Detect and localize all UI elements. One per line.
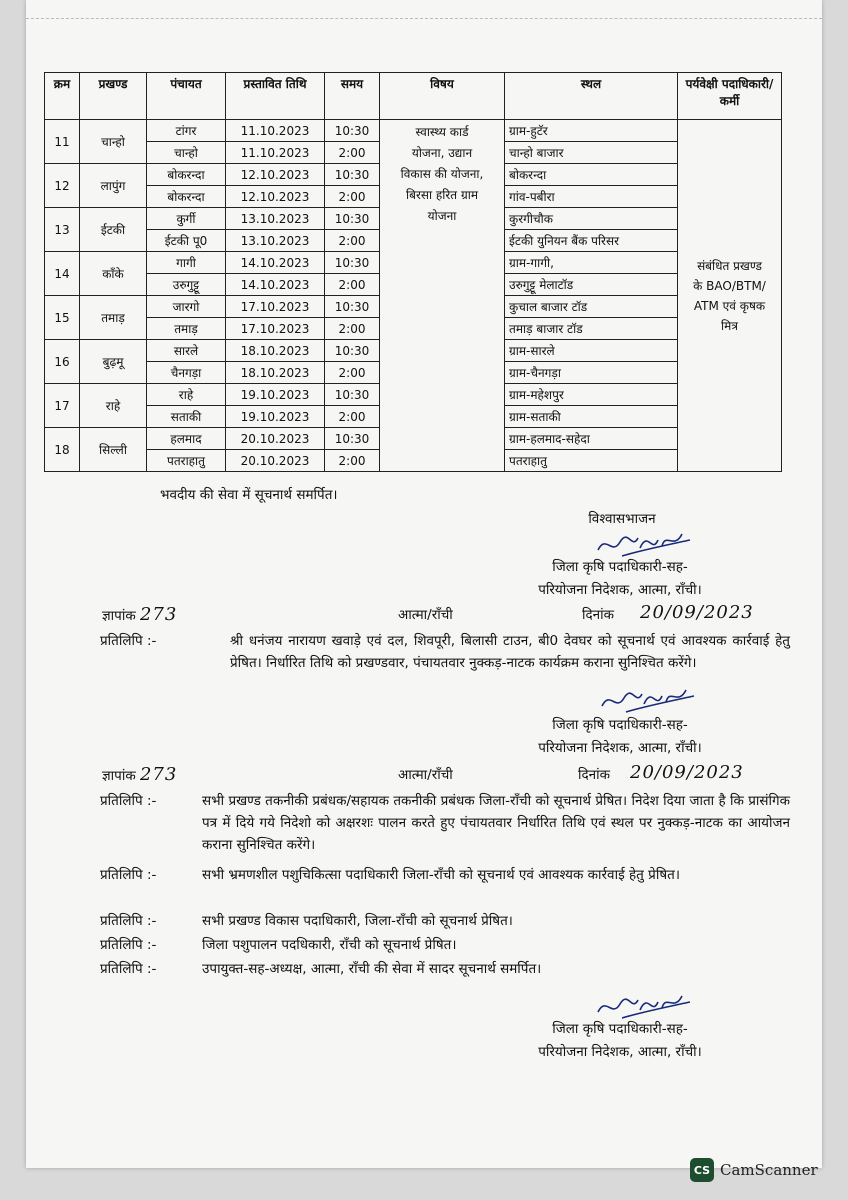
memo-1-office: आत्मा/राँची (398, 607, 453, 623)
cell-block: तमाड़ (80, 296, 147, 340)
copy-4-text: सभी प्रखण्ड विकास पदाधिकारी, जिला-राँची को सूचनार्थ प्रेषित। (202, 913, 513, 929)
cell-panchayat: गागी (147, 252, 226, 274)
copy-1-label: प्रतिलिपि :- (100, 633, 157, 649)
memo-2-number: 273 (139, 764, 178, 785)
cell-serial: 16 (45, 340, 80, 384)
cell-serial: 14 (45, 252, 80, 296)
cell-time: 2:00 (325, 450, 380, 472)
cell-panchayat: हलमाद (147, 428, 226, 450)
cell-date: 20.10.2023 (226, 428, 325, 450)
cell-block: बुढ़मू (80, 340, 147, 384)
topic-line: बिरसा हरित ग्राम (406, 188, 478, 202)
memo-2-label: ज्ञापांक (102, 768, 136, 784)
copy-1-text: श्री धनंजय नारायण खवाड़े एवं दल, शिवपूरी, बिलासी टाउन, बी0 देवघर को सूचनार्थ एवं आवश्यक कार्रवाई हेतु प्रेषित। निर्धारित तिथि को प्रखण्डवार, पंचायतवार नुक्कड़-नाटक कार्यक्रम कराना सुनिश्चित करेंगे। (230, 633, 790, 671)
cell-date: 11.10.2023 (226, 142, 325, 164)
cell-serial: 13 (45, 208, 80, 252)
cell-date: 14.10.2023 (226, 252, 325, 274)
cell-venue: गांव-पबीरा (505, 186, 678, 208)
copy-3 (100, 864, 790, 910)
cell-venue: पतराहातु (505, 450, 678, 472)
copy-3-label: प्रतिलिपि :- (100, 867, 157, 883)
observer-line: के BAO/BTM/ (693, 278, 766, 293)
cell-date: 11.10.2023 (226, 120, 325, 142)
header-venue: स्थल (505, 73, 678, 120)
copy-4-label: प्रतिलिपि :- (100, 913, 157, 929)
cell-date: 17.10.2023 (226, 318, 325, 340)
cell-panchayat: सताकी (147, 406, 226, 428)
memo-1-number: 273 (139, 604, 178, 625)
cell-date: 12.10.2023 (226, 186, 325, 208)
cell-date: 18.10.2023 (226, 362, 325, 384)
observer-line: मित्र (721, 318, 738, 333)
copy-3-text: सभी भ्रमणशील पशुचिकित्सा पदाधिकारी जिला-राँची को सूचनार्थ एवं आवश्यक कार्रवाई हेतु प्रेषित। (202, 867, 680, 883)
signature-2-designation: जिला कृषि पदाधिकारी-सह- (552, 717, 688, 733)
cell-block: राहे (80, 384, 147, 428)
camscanner-logo-icon: CS (690, 1158, 714, 1182)
header-serial: क्रम (45, 73, 80, 120)
topic-line: स्वास्थ्य कार्ड (415, 125, 469, 139)
cell-date: 18.10.2023 (226, 340, 325, 362)
cell-serial: 18 (45, 428, 80, 472)
signature-1-block (500, 556, 740, 602)
header-panchayat: पंचायत (147, 73, 226, 120)
observer-line: संबंधित प्रखण्ड (697, 258, 762, 273)
top-rule (26, 18, 822, 19)
cell-venue: कुचाल बाजार टॉड (505, 296, 678, 318)
cell-time: 10:30 (325, 120, 380, 142)
cell-date: 12.10.2023 (226, 164, 325, 186)
signature-3-designation: जिला कृषि पदाधिकारी-सह- (552, 1021, 688, 1037)
cell-time: 2:00 (325, 362, 380, 384)
cell-venue: ग्राम-सारले (505, 340, 678, 362)
header-date: प्रस्तावित तिथि (226, 73, 325, 120)
cell-block: लापुंग (80, 164, 147, 208)
salutation: विश्वासभाजन (588, 511, 656, 527)
cell-time: 10:30 (325, 296, 380, 318)
topic-line: योजना, उद्यान (411, 146, 473, 160)
cell-panchayat: जारगो (147, 296, 226, 318)
cell-block: काँके (80, 252, 147, 296)
cell-venue: उरुगुट्टू मेलाटॉड (505, 274, 678, 296)
camscanner-text: CamScanner (720, 1161, 818, 1179)
copy-2-text: सभी प्रखण्ड तकनीकी प्रबंधक/सहायक तकनीकी प्रबंधक जिला-राँची को सूचनार्थ प्रेषित। निदेश दिया जाता है कि प्रासंगिक पत्र में दिये गये निदेशो को अक्षरशः पालन करते हुए पंचायतवार निर्धारित तिथि एवं स्थल पर नुक्कड़-नाटक का आयोजन कराना सुनिश्चित करेंगे। (202, 793, 790, 853)
copy-2-label: प्रतिलिपि :- (100, 793, 157, 809)
cell-serial: 15 (45, 296, 80, 340)
cell-panchayat: चैनगड़ा (147, 362, 226, 384)
topic-line: विकास की योजना, (400, 167, 484, 181)
header-topic: विषय (380, 73, 505, 120)
cell-time: 2:00 (325, 142, 380, 164)
schedule-table (44, 72, 782, 472)
cell-panchayat: टांगर (147, 120, 226, 142)
cell-time: 10:30 (325, 164, 380, 186)
cell-time: 2:00 (325, 186, 380, 208)
cell-date: 19.10.2023 (226, 406, 325, 428)
cell-date: 19.10.2023 (226, 384, 325, 406)
cell-venue: ग्राम-महेशपुर (505, 384, 678, 406)
copy-4 (100, 910, 790, 934)
cell-venue: ग्राम-गागी, (505, 252, 678, 274)
memo-1-label: ज्ञापांक (102, 608, 136, 624)
cell-venue: चान्हो बाजार (505, 142, 678, 164)
signature-2-office: परियोजना निदेशक, आत्मा, राँची। (538, 740, 702, 756)
cell-panchayat: चान्हो (147, 142, 226, 164)
copy-5-label: प्रतिलिपि :- (100, 937, 157, 953)
table-row (45, 120, 782, 142)
cell-venue: ग्राम-चैनगड़ा (505, 362, 678, 384)
cell-panchayat: बोकरन्दा (147, 164, 226, 186)
cell-block: सिल्ली (80, 428, 147, 472)
cell-date: 17.10.2023 (226, 296, 325, 318)
cell-panchayat: पतराहातु (147, 450, 226, 472)
signature-3-block (500, 1018, 740, 1064)
signature-1-office: परियोजना निदेशक, आत्मा, राँची। (538, 582, 702, 598)
memo-2-date-label: दिनांक (578, 767, 611, 783)
cell-time: 10:30 (325, 252, 380, 274)
cell-venue: ग्राम-सताकी (505, 406, 678, 428)
cell-panchayat: उरुगुट्टू (147, 274, 226, 296)
cell-time: 2:00 (325, 318, 380, 340)
cell-venue: बोकरन्दा (505, 164, 678, 186)
memo-2-date: 20/09/2023 (630, 762, 744, 783)
camscanner-watermark (690, 1158, 818, 1182)
cell-panchayat: कुर्गी (147, 208, 226, 230)
copy-5-text: जिला पशुपालन पदधिकारी, राँची को सूचनार्थ प्रेषित। (202, 937, 457, 953)
cell-time: 10:30 (325, 208, 380, 230)
cell-panchayat: ईटकी पू0 (147, 230, 226, 252)
cell-venue: ग्राम-हलमाद-सहेदा (505, 428, 678, 450)
topic-line: योजना (427, 209, 457, 223)
closing-line: भवदीय की सेवा में सूचनार्थ समर्पित। (160, 487, 338, 503)
memo-2 (102, 764, 792, 787)
memo-2-office: आत्मा/राँची (398, 767, 453, 783)
cell-panchayat: तमाड़ (147, 318, 226, 340)
cell-panchayat: राहे (147, 384, 226, 406)
header-block: प्रखण्ड (80, 73, 147, 120)
header-time: समय (325, 73, 380, 120)
table-header-row (45, 73, 782, 120)
cell-time: 2:00 (325, 230, 380, 252)
cell-topic (380, 120, 505, 472)
cell-serial: 11 (45, 120, 80, 164)
table-body (45, 120, 782, 472)
copy-2 (100, 790, 790, 860)
cell-venue: तमाड़ बाजार टॉड (505, 318, 678, 340)
cell-date: 20.10.2023 (226, 450, 325, 472)
cell-date: 13.10.2023 (226, 208, 325, 230)
memo-1-date-label: दिनांक (582, 607, 615, 623)
cell-time: 10:30 (325, 428, 380, 450)
cell-venue: ग्राम-हुटॅर (505, 120, 678, 142)
copy-6 (100, 958, 790, 982)
signature-2-block (500, 714, 740, 760)
header-observer: पर्यवेक्षी पदाधिकारी/कर्मी (678, 73, 782, 120)
cell-time: 10:30 (325, 384, 380, 406)
memo-1 (102, 604, 792, 627)
cell-time: 2:00 (325, 406, 380, 428)
copy-6-text: उपायुक्त-सह-अध्यक्ष, आत्मा, राँची की सेवा में सादर सूचनार्थ समर्पित। (202, 961, 542, 977)
cell-serial: 12 (45, 164, 80, 208)
cell-block: चान्हो (80, 120, 147, 164)
cell-time: 2:00 (325, 274, 380, 296)
signature-1-designation: जिला कृषि पदाधिकारी-सह- (552, 559, 688, 575)
cell-panchayat: सारले (147, 340, 226, 362)
copy-6-label: प्रतिलिपि :- (100, 961, 157, 977)
cell-date: 14.10.2023 (226, 274, 325, 296)
copy-5 (100, 934, 790, 958)
cell-time: 10:30 (325, 340, 380, 362)
cell-panchayat: बोकरन्दा (147, 186, 226, 208)
cell-date: 13.10.2023 (226, 230, 325, 252)
observer-line: ATM एवं कृषक (693, 298, 766, 313)
signature-3-office: परियोजना निदेशक, आत्मा, राँची। (538, 1044, 702, 1060)
cell-block: ईटकी (80, 208, 147, 252)
cell-serial: 17 (45, 384, 80, 428)
cell-venue: ईटकी युनियन बैंक परिसर (505, 230, 678, 252)
cell-venue: कुरगीचौक (505, 208, 678, 230)
memo-1-date: 20/09/2023 (640, 602, 754, 623)
cell-observer (678, 120, 782, 472)
